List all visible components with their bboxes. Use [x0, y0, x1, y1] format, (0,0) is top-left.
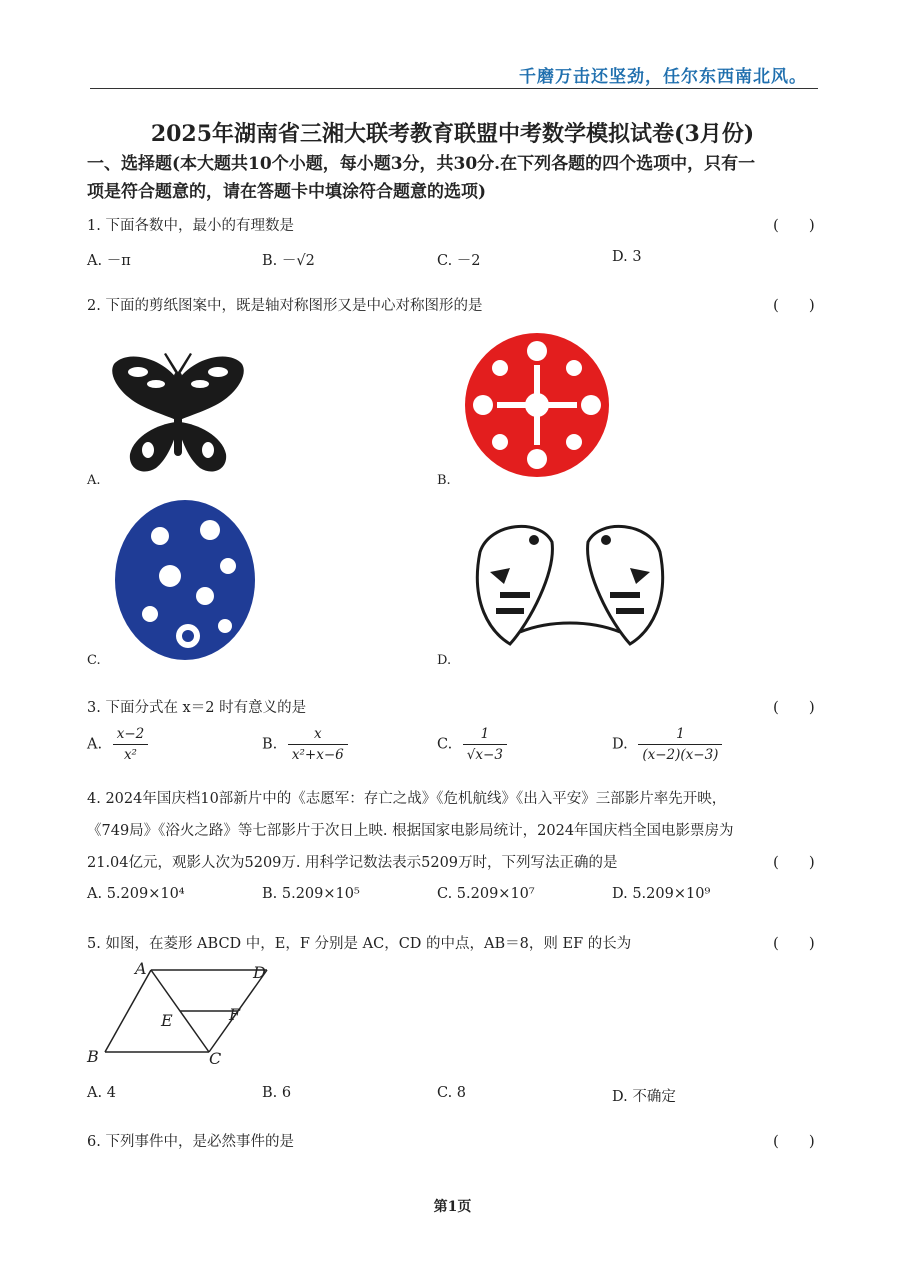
q5-option-a[interactable]: A. 4 — [87, 1085, 116, 1101]
point-d-label: D — [253, 963, 266, 982]
q4-option-c[interactable]: C. 5.209×10⁷ — [437, 886, 535, 902]
q3-option-b[interactable] — [262, 726, 348, 763]
q2-option-c-label[interactable]: C. — [87, 653, 101, 668]
q3-d-numerator: 1 — [638, 726, 722, 745]
question-5-answer-blank[interactable]: ( ) — [773, 934, 815, 952]
q3-option-d[interactable] — [612, 726, 722, 763]
q3-option-a-fraction — [113, 726, 149, 763]
q2-option-d-label[interactable]: D. — [437, 653, 452, 668]
red-circle-papercut-image — [462, 325, 612, 485]
butterfly-papercut-image — [108, 350, 248, 488]
q3-a-denominator: x² — [123, 747, 137, 763]
rhombus-diagram — [85, 958, 285, 1070]
point-e-label: E — [161, 1011, 173, 1030]
header-motto: 千磨万击还坚劲，任尔东西南北风。 — [519, 67, 807, 87]
q3-option-b-fraction — [288, 726, 348, 763]
point-c-label: C — [209, 1049, 222, 1068]
q3-option-d-label: D. — [612, 736, 628, 753]
question-2-text: 2. 下面的剪纸图案中，既是轴对称图形又是中心对称图形的是 — [87, 298, 483, 314]
q5-option-c[interactable]: C. 8 — [437, 1085, 467, 1101]
q3-option-b-label: B. — [262, 736, 278, 753]
q4-option-a[interactable]: A. 5.209×10⁴ — [87, 886, 185, 902]
section-heading-line1: 一、选择题(本大题共10个小题，每小题3分，共30分.在下列各题的四个选项中，只有一 — [87, 154, 756, 174]
q3-b-numerator: x — [288, 726, 348, 745]
q3-c-denominator: √x−3 — [466, 747, 503, 763]
question-4-answer-blank[interactable]: ( ) — [773, 853, 815, 871]
point-b-label: B — [87, 1047, 99, 1066]
point-a-label: A — [135, 959, 147, 978]
q4-option-b[interactable]: B. 5.209×10⁵ — [262, 886, 360, 902]
q5-option-d[interactable]: D. 不确定 — [612, 1089, 676, 1105]
q3-option-a-label: A. — [87, 736, 103, 753]
question-2-answer-blank[interactable]: ( ) — [773, 296, 815, 314]
q3-b-denominator: x²+x−6 — [291, 747, 344, 763]
header-rule — [90, 88, 818, 89]
question-5-text: 5. 如图，在菱形 ABCD 中，E，F 分别是 AC，CD 的中点，AB＝8，则 EF 的长为 — [87, 936, 632, 952]
page-number: 第1页 — [433, 1199, 472, 1215]
blue-lion-papercut-image — [110, 496, 260, 664]
q3-option-c-label: C. — [437, 736, 453, 753]
question-4-line3: 21.04亿元，观影人次为5209万. 用科学记数法表示5209万时，下列写法正确的是 — [87, 855, 618, 871]
q3-d-denominator: (x−2)(x−3) — [642, 747, 719, 763]
q1-option-b[interactable]: B. －√2 — [262, 253, 315, 269]
q1-option-d[interactable]: D. 3 — [612, 249, 642, 265]
q2-option-a-label[interactable]: A. — [87, 473, 101, 488]
q3-option-c[interactable] — [437, 726, 507, 763]
q3-option-d-fraction — [638, 726, 722, 763]
question-1-text: 1. 下面各数中，最小的有理数是 — [87, 218, 294, 234]
question-4-line1: 4. 2024年国庆档10部新片中的《志愿军：存亡之战》《危机航线》《出入平安》三部影片率先开映， — [87, 791, 727, 807]
q3-c-numerator: 1 — [463, 726, 507, 745]
q3-option-c-fraction — [463, 726, 507, 763]
q3-option-a[interactable] — [87, 726, 148, 763]
q2-option-b-label[interactable]: B. — [437, 473, 451, 488]
q1-option-a[interactable]: A. －π — [87, 253, 131, 269]
q4-option-d[interactable]: D. 5.209×10⁹ — [612, 886, 711, 902]
q1-option-c[interactable]: C. －2 — [437, 253, 481, 269]
side-ba — [105, 970, 151, 1052]
page-title: 2025年湖南省三湘大联考教育联盟中考数学模拟试卷(3月份) — [150, 121, 755, 147]
question-3-answer-blank[interactable]: ( ) — [773, 698, 815, 716]
question-6-text: 6. 下列事件中，是必然事件的是 — [87, 1134, 294, 1150]
question-4-line2: 《749局》《浴火之路》等七部影片于次日上映. 根据国家电影局统计，2024年国庆档全国电影票房为 — [87, 823, 734, 839]
section-heading-line2: 项是符合题意的，请在答题卡中填涂符合题意的选项) — [87, 182, 487, 202]
question-6-answer-blank[interactable]: ( ) — [773, 1132, 815, 1150]
question-3-text: 3. 下面分式在 x＝2 时有意义的是 — [87, 700, 307, 716]
point-f-label: F — [229, 1005, 241, 1024]
q5-option-b[interactable]: B. 6 — [262, 1085, 292, 1101]
twin-fish-papercut-image — [460, 512, 680, 658]
question-1-answer-blank[interactable]: ( ) — [773, 216, 815, 234]
q3-a-numerator: x−2 — [113, 726, 149, 745]
